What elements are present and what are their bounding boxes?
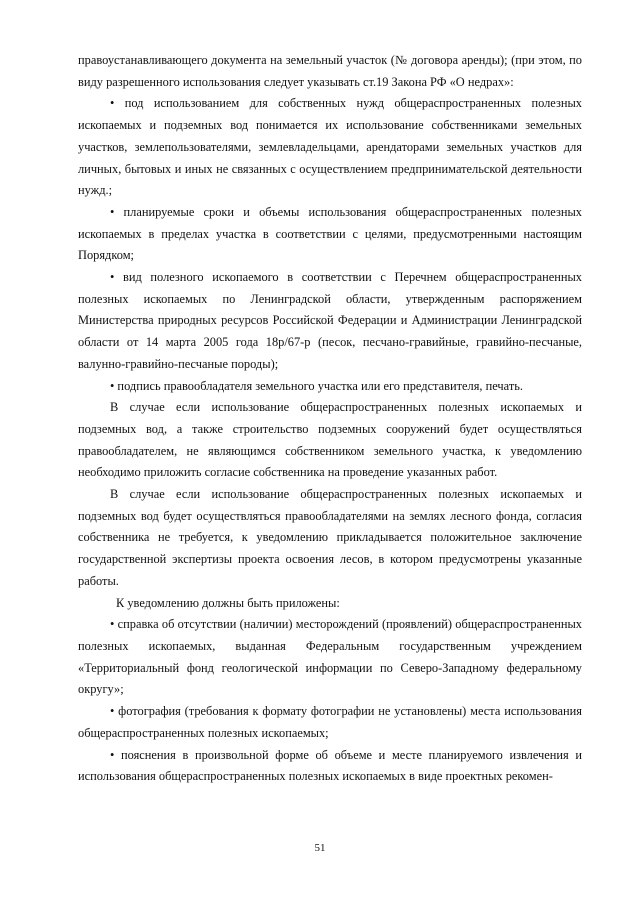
paragraph-9: • фотография (требования к формату фотографии не установлены) места использования общераспространенных полезных ископаемых; <box>78 704 582 740</box>
paragraph-10: • пояснения в произвольной форме об объеме и месте планируемого извлечения и использования общераспространенных полезных ископаемых в виде проектных рекомен- <box>78 747 582 784</box>
paragraph-3: • вид полезного ископаемого в соответствии с Перечнем общераспространенных полезных ископаемых по Ленинградской области, утвержденным распоряжением Министерства природных ресурсов Российской Федерации и Администрации Ленинградской области от 14 марта 2005 года 18р/67-р (песок, песчано-гравийные, гравийно-песчаные, валунно-гравийно-песчаные породы); <box>78 270 582 371</box>
document-body <box>78 50 582 788</box>
paragraph-0: правоустанавливающего документа на земельный участок (№ договора аренды); (при этом, по виду разрешенного использования следует указывать ст.19 Закона РФ «О недрах»: <box>78 53 582 89</box>
page-number: 51 <box>314 842 326 854</box>
paragraph-6: В случае если использование общераспространенных полезных ископаемых и подземных вод будет осуществляться правообладателями на землях лесного фонда, согласия собственника не требуется, к уведомлению прикладывается положительное заключение государственной экспертизы проекта освоения лесов, в котором предусмотрены указанные работы. <box>78 487 582 588</box>
paragraph-4: • подпись правообладателя земельного участка или его представителя, печать. <box>110 378 523 393</box>
paragraph-2: • планируемые сроки и объемы использования общераспространенных полезных ископаемых в пределах участка в соответствии с целями, предусмотренными настоящим Порядком; <box>78 204 582 263</box>
paragraph-7: К уведомлению должны быть приложены: <box>116 595 340 610</box>
paragraph-5: В случае если использование общераспространенных полезных ископаемых и подземных вод, а также строительство подземных сооружений будет осуществляться правообладателем, не являющимся собственником земельного участка, к уведомлению необходимо приложить согласие собственника на проведение указанных работ. <box>78 400 582 480</box>
paragraph-8: • справка об отсутствии (наличии) месторождений (проявлений) общераспространенных полезных ископаемых, выданная Федеральным государственным учреждением «Территориальный фонд геологической информации по Северо-Западному федеральному округу»; <box>78 617 582 697</box>
paragraph-1: • под использованием для собственных нужд общераспространенных полезных ископаемых и подземных вод понимается их использование собственниками земельных участков, землепользователями, землевладельцами, арендаторами земельных участков для личных, бытовых и иных не связанных с осуществлением предпринимательской деятельности нужд.; <box>78 96 582 198</box>
